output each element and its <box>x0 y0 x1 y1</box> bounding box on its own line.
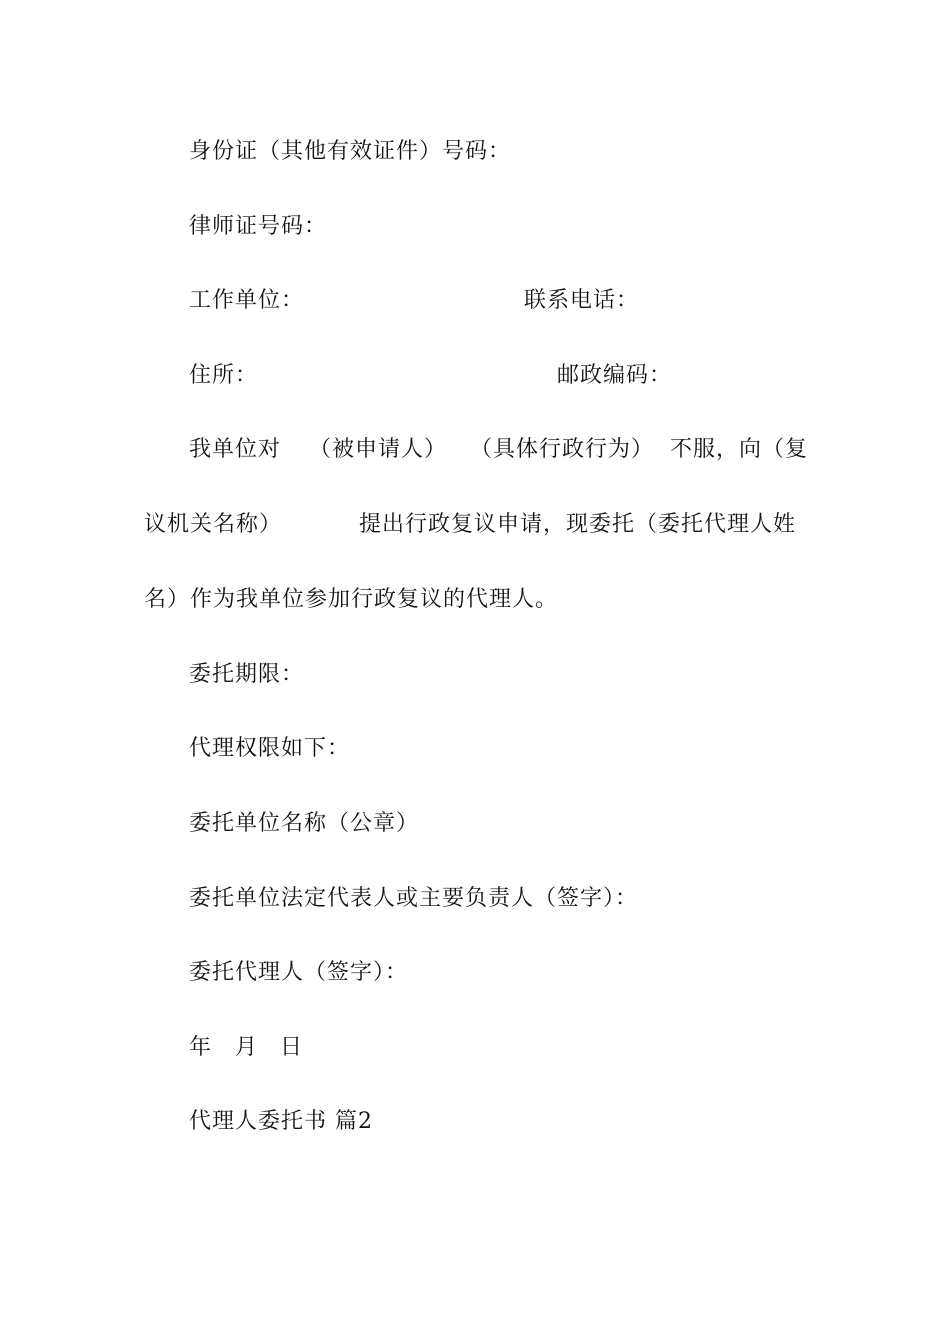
legal-rep-signature-label: 委托单位法定代表人或主要负责人（签字）： <box>189 886 639 911</box>
phone-label: 联系电话： <box>524 288 640 313</box>
review-authority-placeholder: 议机关名称） <box>144 512 283 537</box>
postal-code-label: 邮政编码： <box>557 363 673 388</box>
work-unit-label: 工作单位： <box>189 288 305 313</box>
respondent-placeholder: （被申请人） <box>309 437 448 462</box>
unit-name-label: 委托单位名称（公章） <box>189 811 420 836</box>
next-section-title: 代理人委托书 篇2 <box>189 1109 373 1134</box>
authority-label: 代理权限如下： <box>189 736 351 761</box>
date-day: 日 <box>280 1035 304 1060</box>
paragraph-line-2-end: 提出行政复议申请，现委托（委托代理人姓 <box>359 512 797 537</box>
address-label: 住所： <box>189 363 259 388</box>
id-number-label: 身份证（其他有效证件）号码： <box>189 139 512 164</box>
date-year: 年 <box>189 1035 213 1060</box>
lawyer-cert-label: 律师证号码： <box>189 214 328 239</box>
paragraph-line-1-start: 我单位对 <box>189 437 282 462</box>
paragraph-line-3: 名）作为我单位参加行政复议的代理人。 <box>144 587 559 612</box>
agent-signature-label: 委托代理人（签字）： <box>189 960 409 985</box>
paragraph-line-1-end: 不服，向（复 <box>670 437 809 462</box>
date-month: 月 <box>235 1035 259 1060</box>
admin-act-placeholder: （具体行政行为） <box>470 437 655 462</box>
term-label: 委托期限： <box>189 662 305 687</box>
